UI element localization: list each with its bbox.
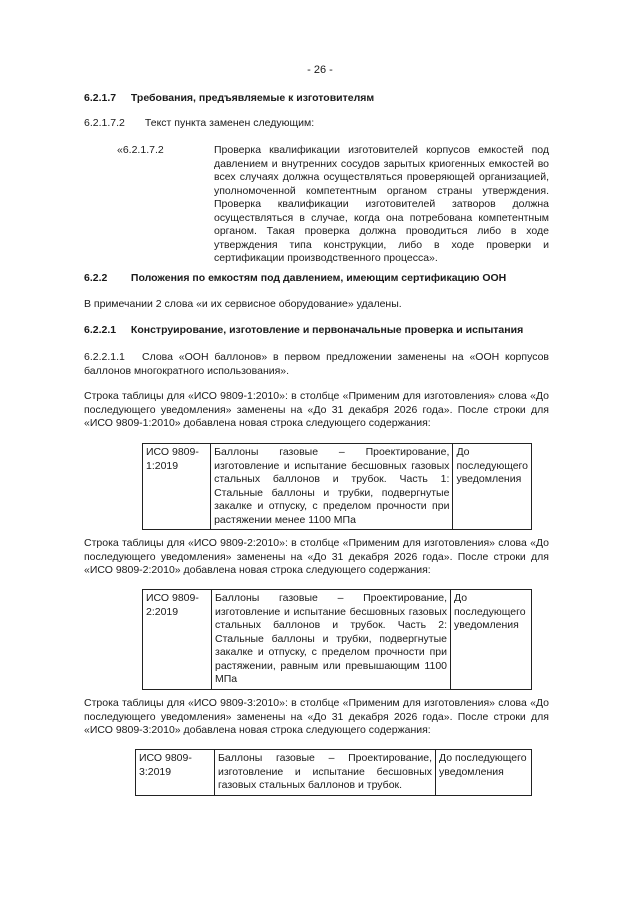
table-iso-9809-2 bbox=[142, 589, 532, 690]
quote-text: Проверка квалификации изготовителей корпусов емкостей под давлением и внутренних сосудов зарытых криогенных емкостей во всех случаях должна осуществляться проверяющей организацией, уполномоченной компетентным органом страны утверждения. Проверка квалификации изготовителей затворов должна осуществляться в случае, когда она потребована компетентным органом. Такая проверка должна проводиться либо в ходе утверждения типа конструкции, либо в ходе проверки и сертификации производственного процесса». bbox=[214, 144, 549, 264]
section-heading-6-2-1-7 bbox=[84, 92, 374, 106]
cell-applicable: До последующего уведомления bbox=[436, 750, 532, 796]
cell-applicable: До последующего уведомления bbox=[451, 590, 532, 690]
paragraph-iso-9809-2: Строка таблицы для «ИСО 9809-2:2010»: в столбце «Применим для изготовления» слова «До последующего уведомления» заменены на «До 31 декабря 2026 года». После строки для «ИСО 9809-2:2010» добавлена новая строка следующего содержания: bbox=[84, 537, 549, 576]
subsection-text: Текст пункта заменен следующим: bbox=[144, 117, 315, 129]
subsection-6-2-1-7-2 bbox=[84, 117, 314, 131]
cell-title: Баллоны газовые – Проектирование, изготовление и испытание бесшовных газовых стальных баллонов и трубок. Часть 1: Стальные баллоны и трубки, подвергнутые закалке и отпуску, с пределом прочности при растяжении менее 1100 МПа bbox=[211, 444, 453, 530]
subsection-6-2-2-1-1 bbox=[84, 351, 549, 378]
cell-title: Баллоны газовые – Проектирование, изготовление и испытание бесшовных газовых стальных баллонов и трубок. bbox=[215, 750, 436, 796]
table-row bbox=[143, 590, 532, 690]
quote-number: «6.2.1.7.2 bbox=[117, 144, 164, 156]
cell-standard: ИСО 9809- 3:2019 bbox=[136, 750, 215, 796]
section-number: 6.2.2 bbox=[84, 272, 108, 284]
cell-standard: ИСО 9809-2:2019 bbox=[143, 590, 212, 690]
paragraph-iso-9809-3: Строка таблицы для «ИСО 9809-3:2010»: в столбце «Применим для изготовления» слова «До последующего уведомления» заменены на «До 31 декабря 2026 года». После строки для «ИСО 9809-3:2010» добавлена новая строка следующего содержания: bbox=[84, 697, 549, 736]
paragraph-iso-9809-1: Строка таблицы для «ИСО 9809-1:2010»: в столбце «Применим для изготовления» слова «До последующего уведомления» заменены на «До 31 декабря 2026 года». После строки для «ИСО 9809-1:2010» добавлена новая строка следующего содержания: bbox=[84, 390, 549, 429]
table-iso-9809-3 bbox=[135, 749, 532, 796]
table-iso-9809-1 bbox=[142, 443, 532, 530]
section-heading-6-2-2 bbox=[84, 272, 506, 286]
cell-title: Баллоны газовые – Проектирование, изготовление и испытание бесшовных газовых стальных баллонов и трубок. Часть 2: Стальные баллоны и трубки, подвергнутые закалке и отпуску, с пределом прочности при растяжении, равным или превышающим 1100 МПа bbox=[212, 590, 451, 690]
cell-applicable: До последующего уведомления bbox=[453, 444, 532, 530]
section-number: 6.2.1.7 bbox=[84, 92, 117, 104]
cell-standard: ИСО 9809-1:2019 bbox=[143, 444, 211, 530]
paragraph-note-2: В примечании 2 слова «и их сервисное оборудование» удалены. bbox=[84, 298, 402, 310]
section-title: Положения по емкостям под давлением, имеющим сертификацию ООН bbox=[130, 272, 507, 284]
section-number: 6.2.2.1 bbox=[84, 324, 117, 336]
table-row bbox=[136, 750, 532, 796]
section-heading-6-2-2-1 bbox=[84, 324, 523, 338]
subsection-number: 6.2.1.7.2 bbox=[84, 117, 125, 129]
subsection-text: Слова «ООН баллонов» в первом предложении заменены на «ООН корпусов баллонов многократного использования». bbox=[84, 351, 549, 377]
page-number: - 26 - bbox=[307, 64, 333, 76]
section-title: Требования, предъявляемые к изготовителям bbox=[130, 92, 375, 104]
table-row bbox=[143, 444, 532, 530]
subsection-number: 6.2.2.1.1 bbox=[84, 351, 125, 363]
section-title: Конструирование, изготовление и первоначальные проверка и испытания bbox=[130, 324, 524, 336]
